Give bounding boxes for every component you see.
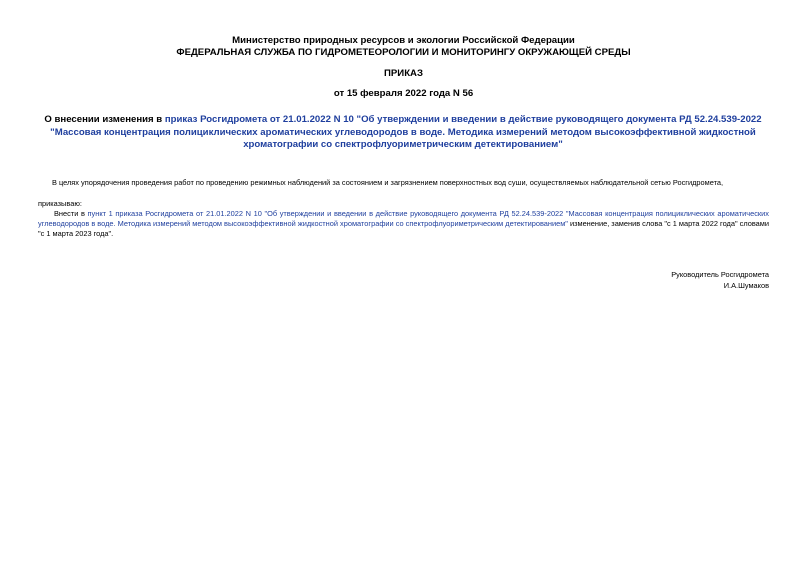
title-prefix: О внесении изменения в [44, 114, 165, 125]
orders-label: приказываю: [38, 199, 82, 208]
signatory-name: И.А.Шумаков [723, 281, 769, 290]
signatory-position: Руководитель Росгидромета [671, 270, 769, 279]
ministry-name: Министерство природных ресурсов и экологии Российской Федерации [232, 35, 575, 46]
clause-start: Внести в [54, 209, 88, 218]
clause-paragraph [38, 209, 769, 239]
clause-end: изменение, заменив слова "с 1 марта 2022 года" словами "с 1 марта 2023 года". [38, 219, 769, 238]
document-date: от 15 февраля 2022 года N 56 [333, 88, 474, 99]
document-type: ПРИКАЗ [384, 68, 423, 79]
title-order-link[interactable]: приказ Росгидромета от 21.01.2022 N 10 "Об утверждении и введении в действие руководящего документа РД 52.24.539-2022 "Массовая концентрация полициклических ароматических углеводородов в воде. Методика измерений методом высокоэффективной жидкостной хроматографии со спектрофлуориметрическим детектированием" [50, 114, 762, 150]
preamble-paragraph: В целях упорядочения проведения работ по проведению режимных наблюдений за состоянием и загрязнением поверхностных вод суши, осуществляемых наблюдательной сетью Росгидромета, [52, 178, 724, 187]
document-title [34, 114, 772, 152]
service-name: ФЕДЕРАЛЬНАЯ СЛУЖБА ПО ГИДРОМЕТЕОРОЛОГИИ И МОНИТОРИНГУ ОКРУЖАЮЩЕЙ СРЕДЫ [176, 47, 631, 58]
clause-order-link[interactable]: пункт 1 приказа Росгидромета от 21.01.2022 N 10 "Об утверждении и введении в действие руководящего документа РД 52.24.539-2022 "Массовая концентрация полициклических ароматических углеводородов в воде. Методика измерений методом высокоэффективной жидкостной хроматографии со спектрофлуориметрическим детектированием" [38, 209, 769, 228]
